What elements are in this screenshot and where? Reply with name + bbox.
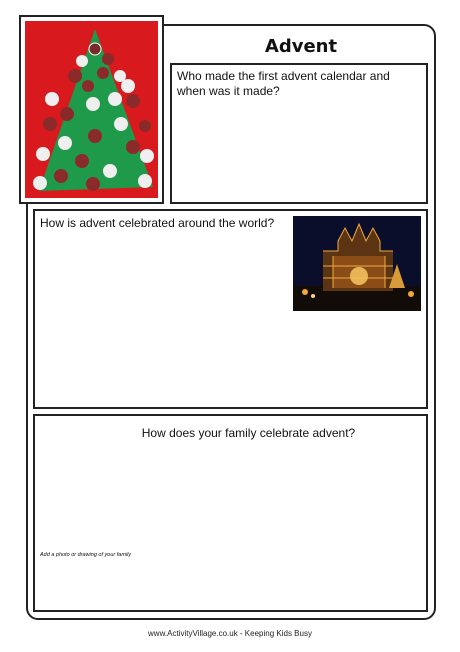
answer-box-around-world[interactable] <box>33 209 428 409</box>
answer-box-family[interactable] <box>33 414 428 612</box>
illuminated-building-image <box>293 216 421 311</box>
question-around-world: How is advent celebrated around the world? <box>40 216 275 230</box>
question-family: How does your family celebrate advent? <box>141 426 356 440</box>
family-photo-hint: Add a photo or drawing of your family <box>40 552 132 558</box>
tree-photo-frame <box>19 15 164 204</box>
illuminated-building-photo <box>293 216 421 311</box>
question-first-calendar: Who made the first advent calendar and when was it made? <box>177 69 390 98</box>
worksheet-title: Advent <box>264 36 338 57</box>
christmas-tree-image <box>25 21 158 198</box>
footer-credit: www.ActivityVillage.co.uk - Keeping Kids Busy <box>148 629 312 638</box>
christmas-tree-photo <box>25 21 158 198</box>
answer-box-first-calendar[interactable] <box>170 63 428 204</box>
